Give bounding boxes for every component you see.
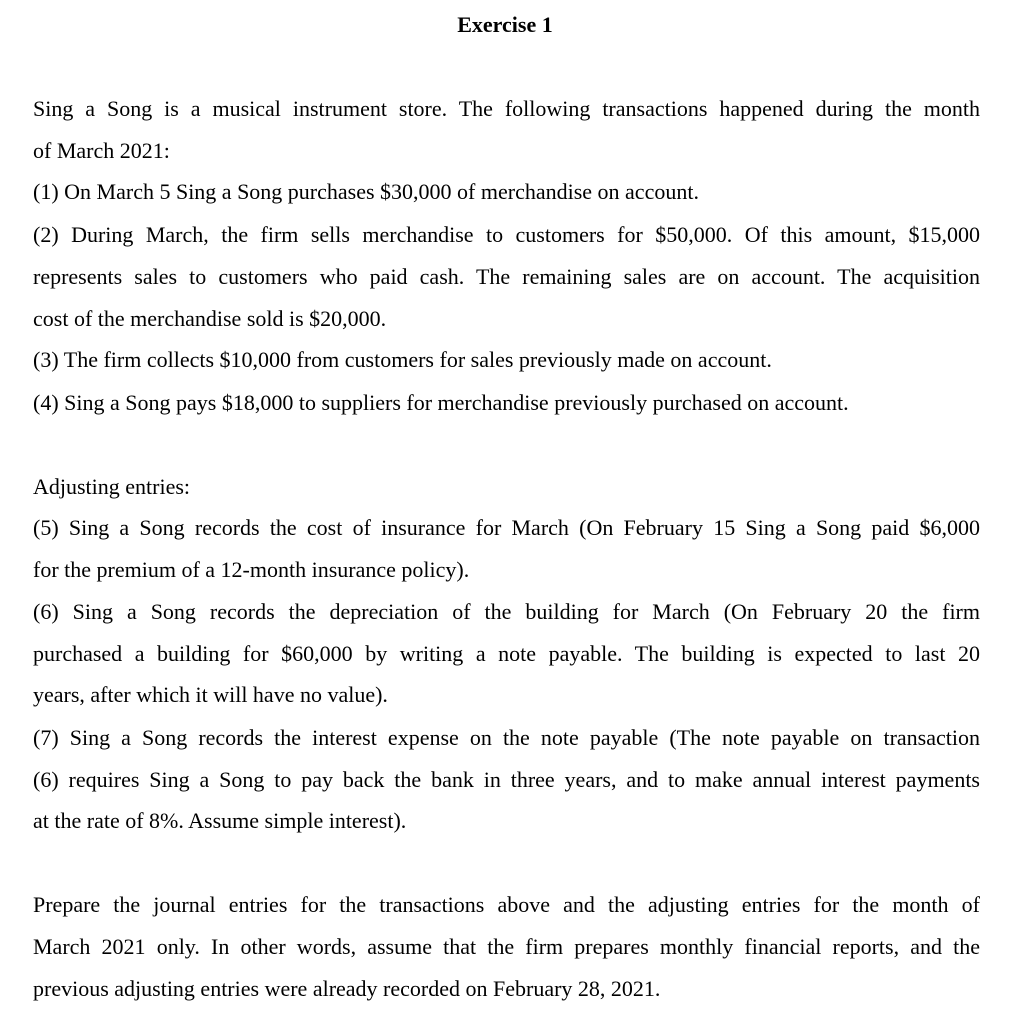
transaction-4: (4) Sing a Song pays $18,000 to suppliers for merchandise previously purchased on account. [33,390,849,415]
instructions-line-1: Prepare the journal entries for the transactions above and the adjusting entries for the month of [33,892,980,917]
transaction-2-line-2: represents sales to customers who paid cash. The remaining sales are on account. The acquisition [33,264,980,289]
adjusting-5-line-1: (5) Sing a Song records the cost of insurance for March (On February 15 Sing a Song paid $6,000 [33,515,980,540]
transaction-1: (1) On March 5 Sing a Song purchases $30,000 of merchandise on account. [33,179,699,204]
transaction-2-line-1: (2) During March, the firm sells merchandise to customers for $50,000. Of this amount, $15,000 [33,222,980,247]
intro-line-2: of March 2021: [33,138,170,163]
adjusting-6-line-3: years, after which it will have no value). [33,682,388,707]
adjusting-7-line-1: (7) Sing a Song records the interest expense on the note payable (The note payable on transaction [33,725,980,750]
transaction-2-line-3: cost of the merchandise sold is $20,000. [33,306,387,331]
instructions-line-3: previous adjusting entries were already recorded on February 28, 2021. [33,976,661,1001]
intro-line-1: Sing a Song is a musical instrument store. The following transactions happened during the month [33,96,980,121]
adjusting-heading: Adjusting entries: [33,474,191,499]
adjusting-6-line-2: purchased a building for $60,000 by writing a note payable. The building is expected to last 20 [33,641,980,666]
instructions-line-2: March 2021 only. In other words, assume that the firm prepares monthly financial reports, and the [33,934,980,959]
page-title: Exercise 1 [457,12,553,37]
adjusting-5-line-2: for the premium of a 12-month insurance policy). [33,557,470,582]
adjusting-7-line-2: (6) requires Sing a Song to pay back the bank in three years, and to make annual interest payments [33,767,980,792]
transaction-3: (3) The firm collects $10,000 from customers for sales previously made on account. [33,347,772,372]
adjusting-6-line-1: (6) Sing a Song records the depreciation of the building for March (On February 20 the firm [33,599,980,624]
adjusting-7-line-3: at the rate of 8%. Assume simple interest). [33,808,407,833]
